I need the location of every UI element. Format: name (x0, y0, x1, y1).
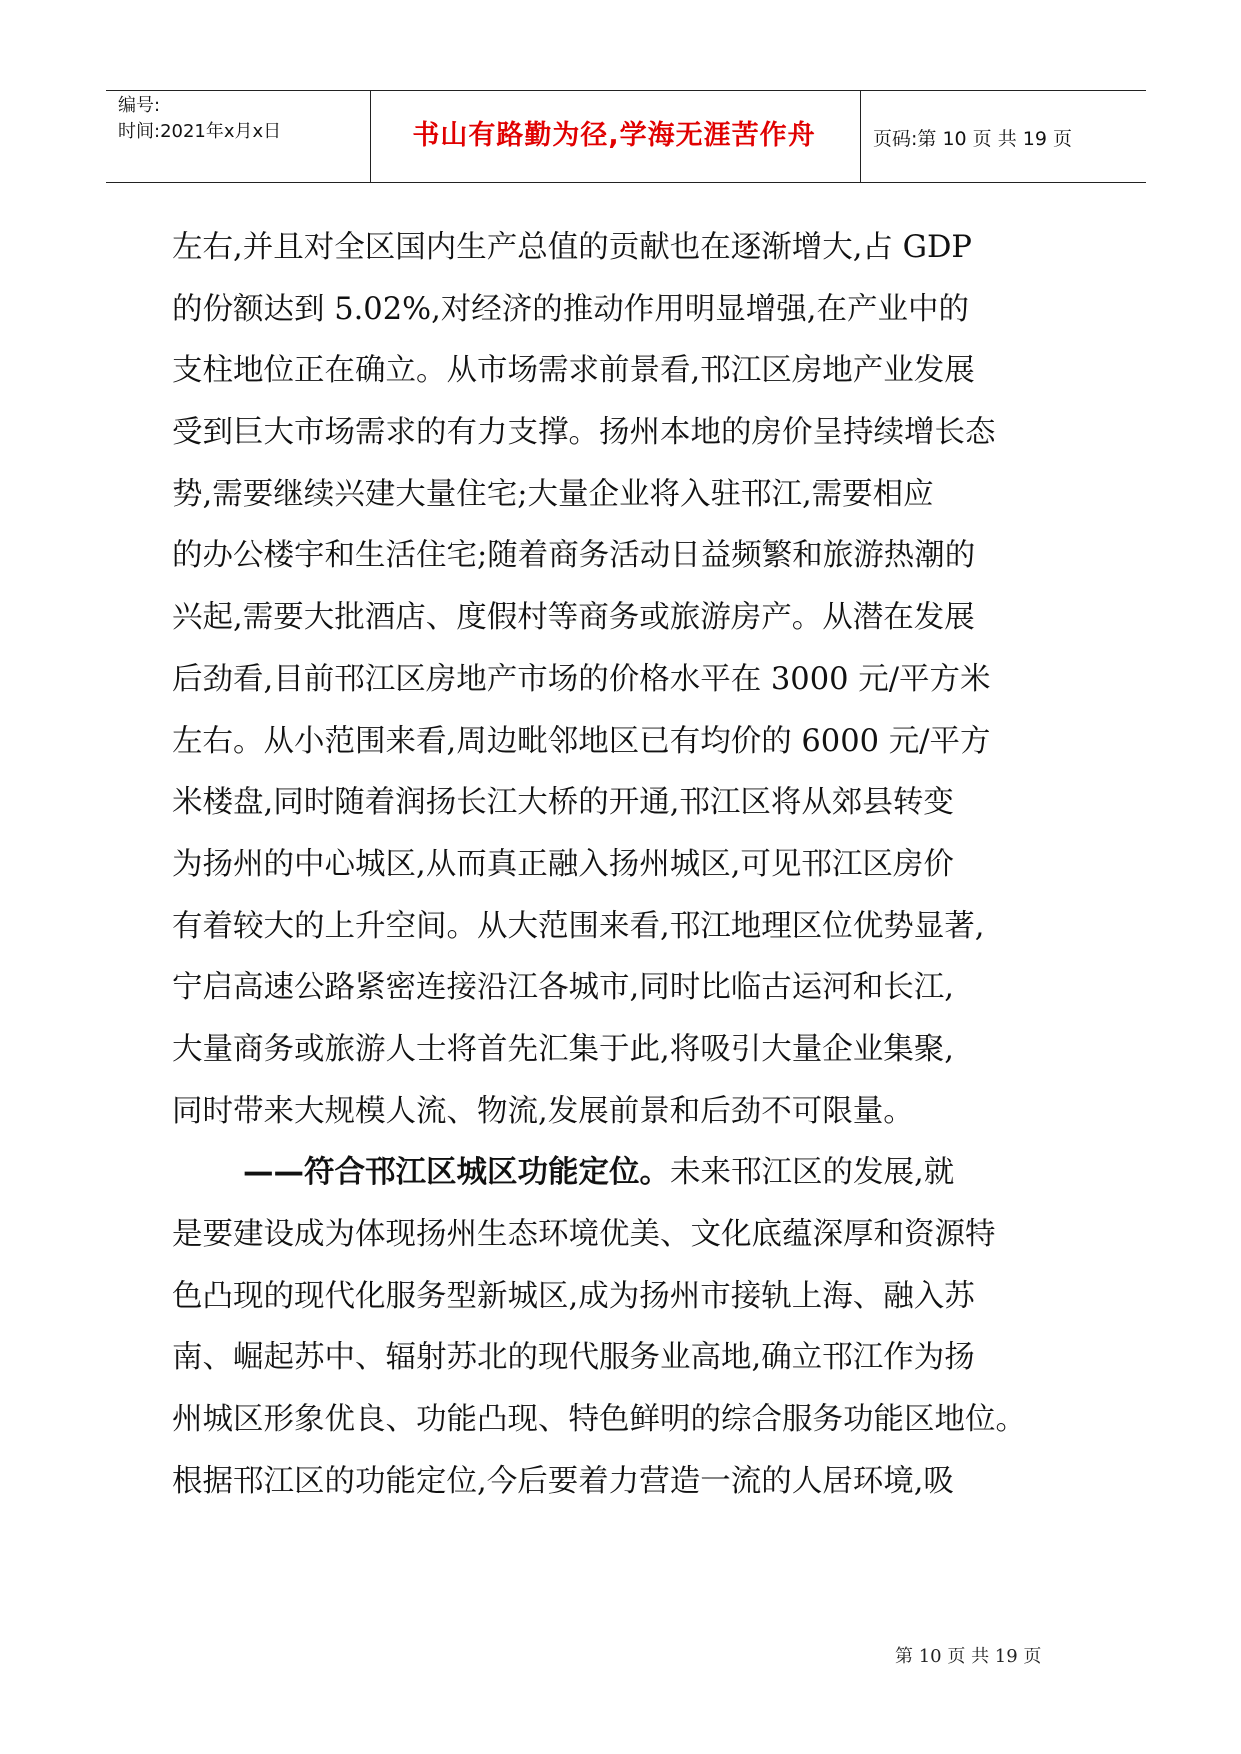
header-page-code: 页码:第 10 页 共 19 页 (873, 128, 1072, 150)
body-line: 有着较大的上升空间。从大范围来看,邗江地理区位优势显著, (172, 908, 985, 944)
body-line: 根据邗江区的功能定位,今后要着力营造一流的人居环境,吸 (172, 1463, 954, 1499)
body-line: 宁启高速公路紧密连接沿江各城市,同时比临古运河和长江, (172, 970, 954, 1006)
body-line: 南、崛起苏中、辐射苏北的现代服务业高地,确立邗江作为扬 (172, 1340, 975, 1376)
body-line: 势,需要继续兴建大量住宅;大量企业将入驻邗江,需要相应 (172, 476, 934, 512)
paragraph-heading-line (172, 1142, 1062, 1204)
body-line: 同时带来大规模人流、物流,发展前景和后劲不可限量。 (172, 1093, 914, 1129)
header-info (118, 93, 281, 145)
paragraph-heading-rest: 未来邗江区的发展,就 (670, 1155, 955, 1191)
body-line: 的份额达到 5.02%,对经济的推动作用明显增强,在产业中的 (172, 291, 969, 327)
header-time-label: 时间:2021年x月x日 (118, 121, 282, 142)
document-body (172, 217, 1062, 1512)
header-top-rule (106, 90, 1146, 91)
body-line: 是要建设成为体现扬州生态环境优美、文化底蕴深厚和资源特 (172, 1217, 996, 1252)
body-line: 后劲看,目前邗江区房地产市场的价格水平在 3000 元/平方米 (172, 661, 991, 697)
body-line: 州城区形象优良、功能凸现、特色鲜明的综合服务功能区地位。 (172, 1402, 1026, 1438)
footer-page-number: 第 10 页 共 19 页 (895, 1646, 1042, 1667)
paragraph-bold-heading: ——符合邗江区城区功能定位。 (243, 1155, 670, 1191)
body-line: 色凸现的现代化服务型新城区,成为扬州市接轨上海、融入苏 (172, 1278, 975, 1314)
header-motto: 书山有路勤为径,学海无涯苦作舟 (412, 120, 816, 151)
header-number-label: 编号: (118, 95, 161, 116)
body-line: 米楼盘,同时随着润扬长江大桥的开通,邗江区将从郊县转变 (172, 785, 954, 821)
body-line: 受到巨大市场需求的有力支撑。扬州本地的房价呈持续增长态 (172, 415, 996, 451)
header-bottom-rule (106, 182, 1146, 183)
body-line: 为扬州的中心城区,从而真正融入扬州城区,可见邗江区房价 (172, 846, 954, 882)
body-line: 支柱地位正在确立。从市场需求前景看,邗江区房地产业发展 (172, 353, 975, 389)
body-line: 左右。从小范围来看,周边毗邻地区已有均价的 6000 元/平方 (172, 723, 991, 759)
body-line: 兴起,需要大批酒店、度假村等商务或旅游房产。从潜在发展 (172, 600, 975, 636)
body-line: 左右,并且对全区国内生产总值的贡献也在逐渐增大,占 GDP (172, 230, 972, 265)
header-divider-right (860, 90, 861, 182)
body-line: 大量商务或旅游人士将首先汇集于此,将吸引大量企业集聚, (172, 1031, 954, 1067)
body-line: 的办公楼宇和生活住宅;随着商务活动日益频繁和旅游热潮的 (172, 538, 976, 574)
